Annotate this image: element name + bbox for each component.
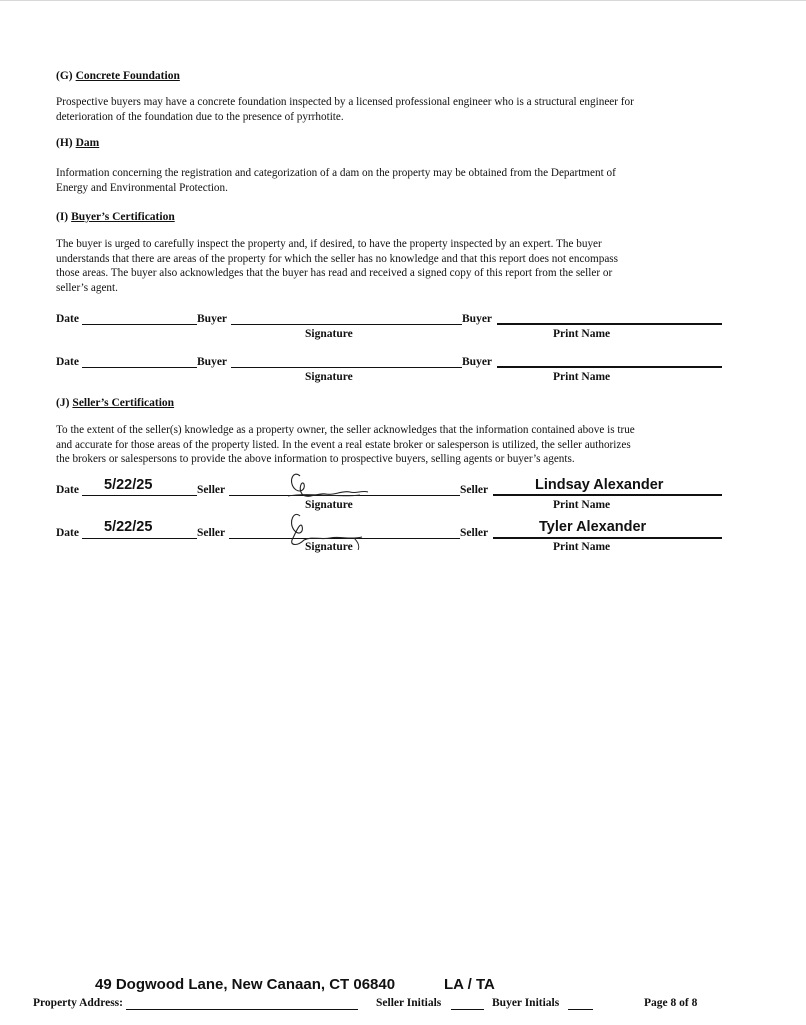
footer-property-address-value: 49 Dogwood Lane, New Canaan, CT 06840 (95, 976, 396, 993)
buyer2-print-name-line[interactable] (497, 366, 722, 368)
section-j-line: the brokers or salespersons to provide the above information to prospective buyers, selling agents or buyer’s agents. (56, 453, 575, 465)
buyer1-date-label: Date (56, 313, 79, 325)
buyer2-print-name-caption: Print Name (553, 371, 611, 383)
buyer2-buyer-label: Buyer (197, 356, 228, 368)
section-g-heading (56, 69, 180, 84)
footer-seller-initials-line[interactable] (451, 1009, 484, 1010)
section-j-line: To the extent of the seller(s) knowledge as a property owner, the seller acknowledges that the information contained above is true (56, 424, 635, 436)
seller2-date-line[interactable] (82, 538, 197, 539)
seller1-signature-caption: Signature (305, 499, 353, 511)
footer-seller-initials-label: Seller Initials (376, 997, 442, 1009)
section-i-line: seller’s agent. (56, 281, 118, 294)
page-number: Page 8 of 8 (644, 997, 698, 1009)
buyer2-date-line[interactable] (82, 367, 197, 368)
footer-property-address-label: Property Address: (33, 997, 123, 1009)
seller1-date-line[interactable] (82, 495, 197, 496)
buyer1-signature-caption: Signature (305, 328, 353, 340)
buyer2-signature-line[interactable] (231, 367, 462, 368)
footer-buyer-initials-label: Buyer Initials (492, 997, 560, 1009)
buyer1-buyer-label-2: Buyer (462, 313, 493, 325)
seller1-print-name-value: Lindsay Alexander (535, 477, 664, 493)
section-g-title: Concrete Foundation (75, 70, 180, 82)
buyer2-signature-caption: Signature (305, 371, 353, 383)
section-j-letter: (J) (56, 397, 70, 409)
section-h-paragraph (56, 166, 732, 195)
footer-seller-initials-value: LA / TA (444, 976, 495, 993)
seller2-print-name-line[interactable] (493, 537, 722, 539)
seller1-seller-label: Seller (197, 484, 226, 496)
seller1-date-label: Date (56, 484, 79, 496)
section-j-paragraph (56, 423, 732, 467)
section-g-line: Prospective buyers may have a concrete foundation inspected by a licensed professional engineer who is a structural engineer for (56, 96, 634, 108)
section-h-letter: (H) (56, 137, 73, 149)
seller1-print-name-caption: Print Name (553, 499, 611, 511)
buyer1-print-name-caption: Print Name (553, 328, 611, 340)
buyer1-signature-line[interactable] (231, 324, 462, 325)
section-i-line: understands that there are areas of the property for which the seller has no knowledge and that this report does not encompass (56, 252, 618, 265)
buyer2-buyer-label-2: Buyer (462, 356, 493, 368)
section-j-heading (56, 396, 174, 411)
buyer1-print-name-line[interactable] (497, 323, 722, 325)
seller1-print-name-line[interactable] (493, 494, 722, 496)
section-g-letter: (G) (56, 70, 73, 82)
buyer1-date-line[interactable] (82, 324, 197, 325)
seller2-print-name-value: Tyler Alexander (539, 519, 647, 535)
seller2-date-label: Date (56, 527, 79, 539)
footer-property-address-line[interactable] (126, 1009, 358, 1010)
section-h-line: Energy and Environmental Protection. (56, 181, 228, 194)
section-j-line: and accurate for those areas of the property listed. In the event a real estate broker or salesperson is utilized, the seller authorizes (56, 438, 631, 451)
seller2-print-name-caption: Print Name (553, 541, 611, 553)
section-i-line: The buyer is urged to carefully inspect the property and, if desired, to have the property inspected by an expert. The buyer (56, 238, 602, 250)
seller2-date-value: 5/22/25 (104, 519, 153, 535)
section-g-line: deterioration of the foundation due to the presence of pyrrhotite. (56, 110, 344, 123)
section-i-heading (56, 210, 175, 225)
seller1-date-value: 5/22/25 (104, 477, 153, 493)
buyer2-date-label: Date (56, 356, 79, 368)
page-top-border (0, 0, 806, 1)
seller2-seller-label-2: Seller (460, 527, 489, 539)
footer-buyer-initials-line[interactable] (568, 1009, 593, 1010)
section-i-line: those areas. The buyer also acknowledges that the buyer has read and received a signed copy of this report from the seller or (56, 267, 613, 279)
seller2-signature-caption: Signature (305, 541, 353, 553)
section-i-letter: (I) (56, 211, 69, 223)
section-j-title: Seller’s Certification (72, 397, 175, 409)
seller2-seller-label: Seller (197, 527, 226, 539)
seller1-seller-label-2: Seller (460, 484, 489, 496)
section-h-title: Dam (75, 137, 100, 149)
section-i-title: Buyer’s Certification (71, 211, 175, 223)
section-h-heading (56, 136, 99, 151)
section-h-line: Information concerning the registration and categorization of a dam on the property may be obtained from the Department of (56, 167, 616, 179)
section-g-paragraph (56, 95, 732, 124)
buyer1-buyer-label: Buyer (197, 313, 228, 325)
section-i-paragraph (56, 237, 732, 295)
